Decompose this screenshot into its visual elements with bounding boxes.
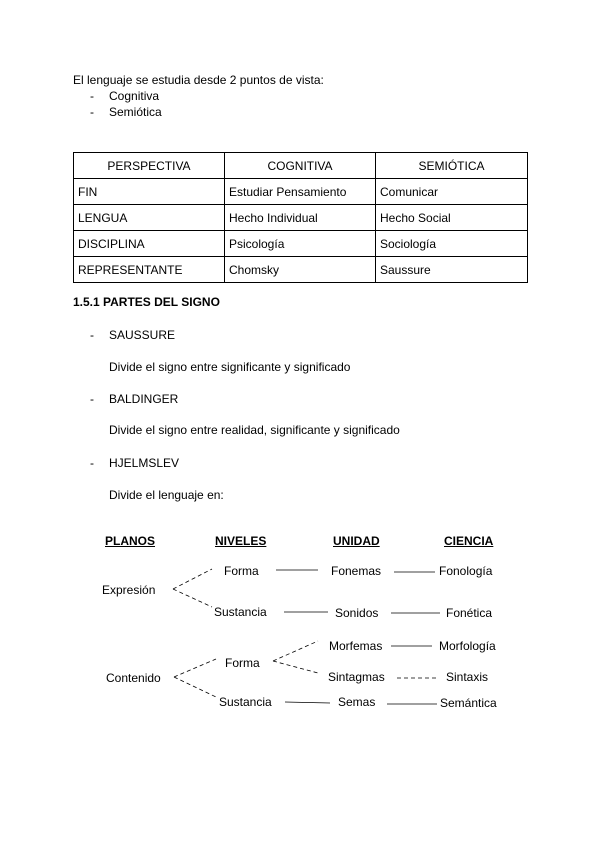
- unidad-fonemas: Fonemas: [331, 564, 382, 578]
- list-dash: -: [90, 328, 94, 342]
- table-cell: Estudiar Pensamiento: [225, 179, 376, 205]
- ciencia-sintaxis: Sintaxis: [446, 670, 489, 684]
- table-header: COGNITIVA: [225, 153, 376, 179]
- intro-text: El lenguaje se estudia desde 2 puntos de vista:: [73, 73, 324, 87]
- plano-contenido: Contenido: [106, 671, 161, 685]
- list-dash: -: [90, 89, 94, 103]
- diagram-header-planos: PLANOS: [105, 534, 156, 548]
- author-baldinger: BALDINGER: [109, 392, 179, 406]
- author-hjelmslev: HJELMSLEV: [109, 456, 180, 470]
- nivel-sustancia: Sustancia: [219, 695, 272, 709]
- unidad-semas: Semas: [338, 695, 376, 709]
- table-cell: Sociología: [376, 231, 528, 257]
- table-cell: Hecho Individual: [225, 205, 376, 231]
- author-baldinger-desc: Divide el signo entre realidad, significante y significado: [109, 423, 400, 437]
- author-hjelmslev-desc: Divide el lenguaje en:: [109, 488, 224, 502]
- table-cell: DISCIPLINA: [74, 231, 225, 257]
- diagram-header-ciencia: CIENCIA: [444, 534, 494, 548]
- table-cell: Psicología: [225, 231, 376, 257]
- table-cell: Comunicar: [376, 179, 528, 205]
- table-header: PERSPECTIVA: [74, 153, 225, 179]
- table-header: SEMIÓTICA: [376, 153, 528, 179]
- table-cell: REPRESENTANTE: [74, 257, 225, 283]
- ciencia-fonetica: Fonética: [446, 606, 493, 620]
- table-cell: LENGUA: [74, 205, 225, 231]
- diagram-header-unidad: UNIDAD: [333, 534, 380, 548]
- nivel-sustancia: Sustancia: [214, 605, 267, 619]
- list-dash: -: [90, 105, 94, 119]
- author-saussure-desc: Divide el signo entre significante y significado: [109, 360, 351, 374]
- unidad-sonidos: Sonidos: [335, 606, 379, 620]
- unidad-sintagmas: Sintagmas: [328, 670, 385, 684]
- author-saussure: SAUSSURE: [109, 328, 176, 342]
- ciencia-morfologia: Morfología: [439, 639, 496, 653]
- table-cell: FIN: [74, 179, 225, 205]
- table-cell: Chomsky: [225, 257, 376, 283]
- unidad-morfemas: Morfemas: [329, 639, 383, 653]
- ciencia-semantica: Semántica: [440, 696, 497, 710]
- list-item-semiotica: Semiótica: [109, 105, 162, 119]
- nivel-forma: Forma: [224, 564, 259, 578]
- list-item-cognitiva: Cognitiva: [109, 89, 160, 103]
- list-dash: -: [90, 456, 94, 470]
- section-heading: 1.5.1 PARTES DEL SIGNO: [73, 295, 220, 309]
- list-dash: -: [90, 392, 94, 406]
- ciencia-fonologia: Fonología: [439, 564, 493, 578]
- table-cell: Hecho Social: [376, 205, 528, 231]
- nivel-forma: Forma: [225, 656, 260, 670]
- table-cell: Saussure: [376, 257, 528, 283]
- diagram-header-niveles: NIVELES: [215, 534, 267, 548]
- plano-expresion: Expresión: [102, 583, 156, 597]
